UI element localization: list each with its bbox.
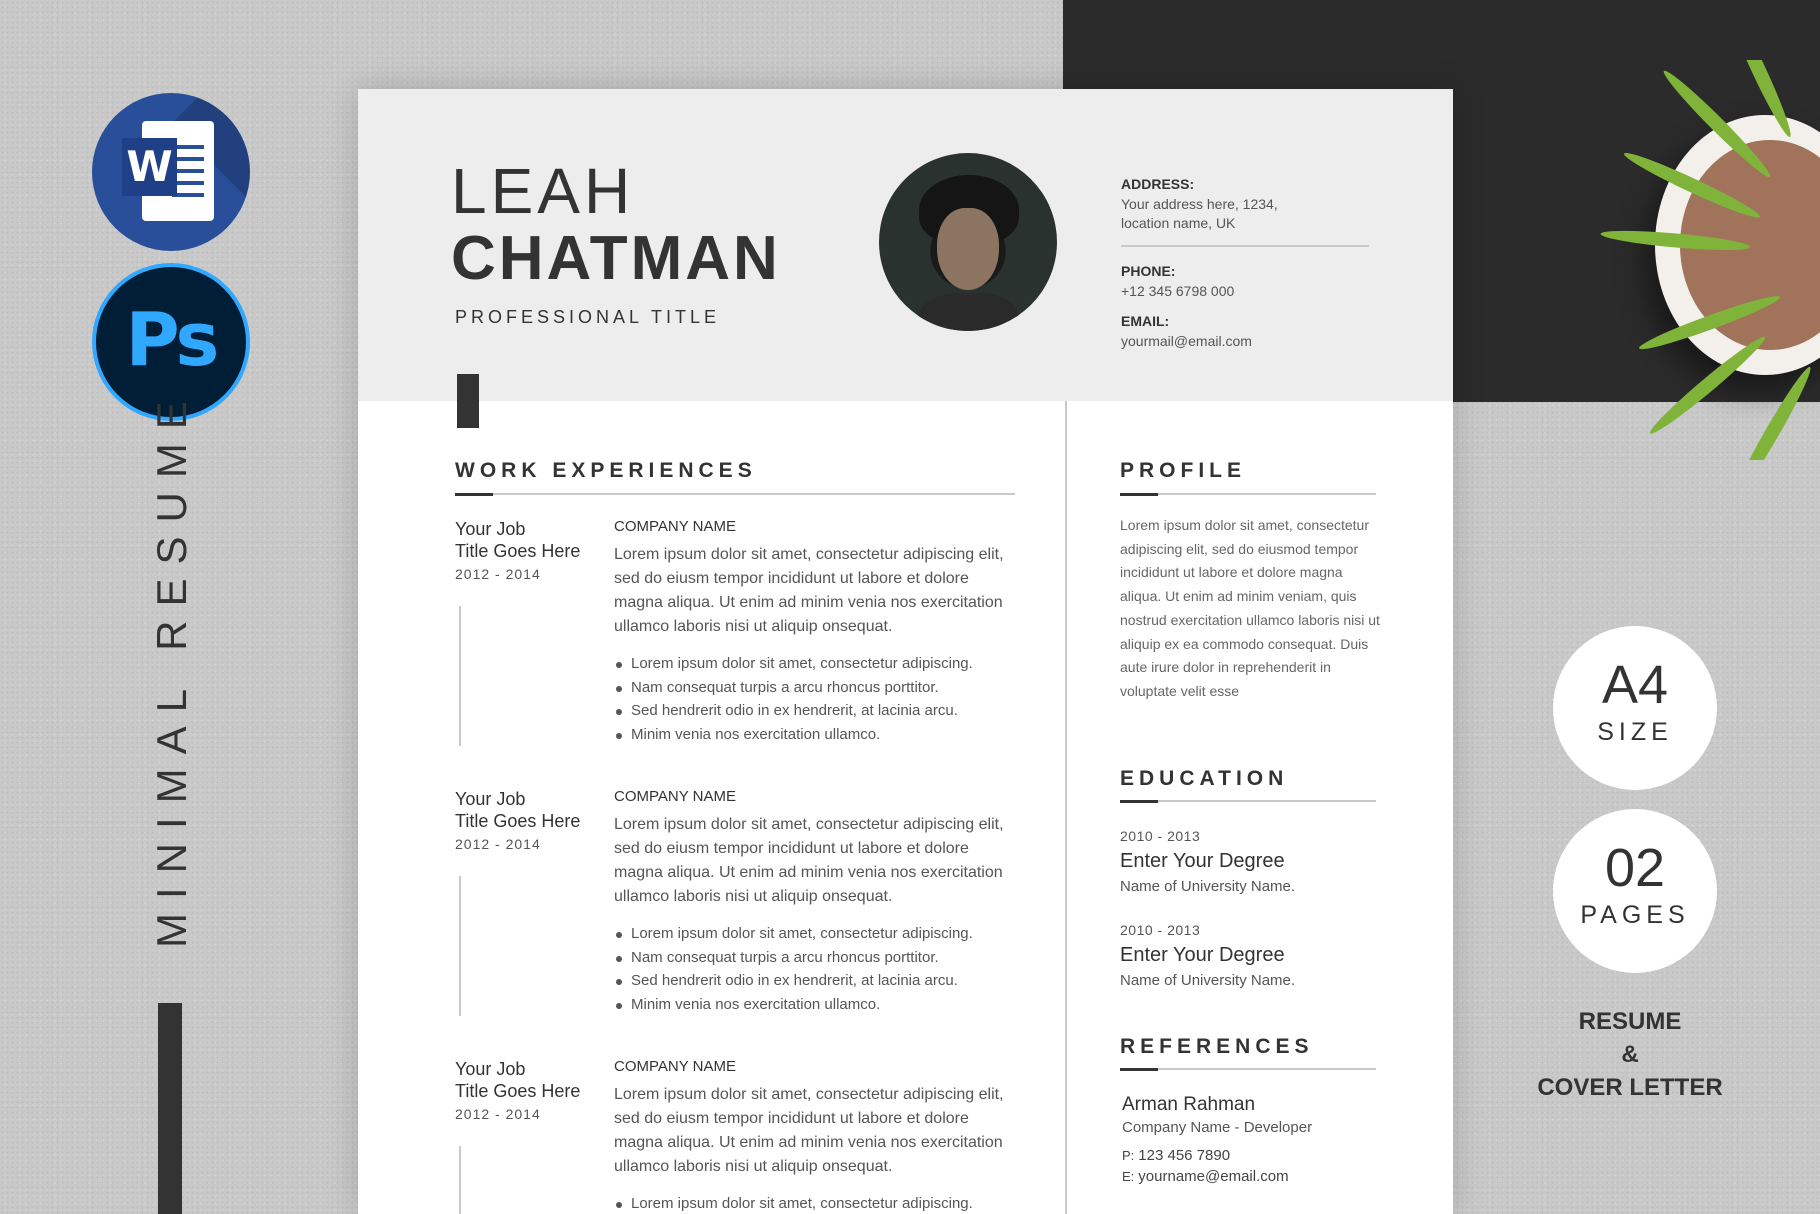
job-bullet: Nam consequat turpis a arcu rhoncus porttitor.: [614, 676, 1014, 700]
profile-section-rule: [1120, 493, 1376, 495]
tagline-line2: &: [1621, 1041, 1639, 1068]
education-section-rule: [1120, 800, 1376, 802]
job-title-line1: Your Job: [455, 789, 526, 809]
job-title: [455, 788, 605, 832]
word-icon: [92, 93, 250, 251]
education-section-heading: EDUCATION: [1120, 767, 1289, 790]
education-school: Name of University Name.: [1120, 878, 1296, 895]
job-bullet: Minim venia nos exercitation ullamco.: [614, 723, 1014, 747]
education-degree: Enter Your Degree: [1120, 944, 1285, 966]
plant-decoration: [1600, 60, 1820, 460]
job-timeline-line: [459, 1146, 461, 1214]
tagline: [1530, 1005, 1730, 1104]
phone-label: PHONE:: [1121, 263, 1176, 279]
photoshop-icon: Ps: [92, 263, 250, 421]
reference-name: Arman Rahman: [1122, 1094, 1256, 1115]
address-line1: Your address here, 1234,: [1121, 196, 1278, 212]
education-school: Name of University Name.: [1120, 972, 1296, 989]
size-badge-value: A4: [1601, 655, 1669, 715]
job-title-line1: Your Job: [455, 1059, 526, 1079]
address-label: ADDRESS:: [1121, 176, 1195, 192]
phone-value: +12 345 6798 000: [1121, 283, 1235, 299]
size-badge: [1553, 626, 1717, 790]
company-name: COMPANY NAME: [614, 518, 736, 535]
job-timeline-line: [459, 876, 461, 1016]
job-bullets: [614, 652, 1014, 746]
first-name: LEAH: [451, 155, 635, 227]
reference-phone-value: 123 456 7890: [1138, 1147, 1231, 1164]
reference-phone-key: P:: [1122, 1148, 1135, 1163]
job-description: Lorem ipsum dolor sit amet, consectetur adipiscing elit, sed do eiusm tempor incididunt ut labore et dolore magna aliqua. Ut enim ad minim venia nos exercitation ullamco laboris nisi ut aliquip onsequat.: [614, 546, 1004, 635]
reference-email: [1122, 1168, 1382, 1185]
education-degree: Enter Your Degree: [1120, 850, 1285, 872]
last-name: CHATMAN: [451, 224, 781, 293]
job-title: [455, 518, 605, 562]
education-entry-2: [1120, 922, 1380, 989]
job-description: Lorem ipsum dolor sit amet, consectetur adipiscing elit, sed do eiusm tempor incididunt ut labore et dolore magna aliqua. Ut enim ad minim venia nos exercitation ullamco laboris nisi ut aliquip onsequat.: [614, 816, 1004, 905]
resume-sheet: [358, 89, 1453, 1214]
education-dates: 2010 - 2013: [1120, 828, 1201, 844]
job-bullet: Lorem ipsum dolor sit amet, consectetur adipiscing.: [614, 922, 1014, 946]
reference-phone: [1122, 1147, 1382, 1164]
contact-divider: [1121, 245, 1369, 247]
job-bullet: Minim venia nos exercitation ullamco.: [614, 993, 1014, 1017]
side-title: MINIMAL RESUME: [148, 387, 195, 948]
profile-text: Lorem ipsum dolor sit amet, consectetur adipiscing elit, sed do eiusmod tempor incididunt ut labore et dolore magna aliqua. Ut enim ad minim veniam, quis nostrud exercitation ullamco laboris nisi ut aliquip ex ea commodo consequat. Duis aute irure dolor in reprehenderit in voluptate velit esse: [1120, 517, 1380, 699]
side-accent-bar: [158, 1003, 182, 1214]
profile-photo: [879, 153, 1057, 331]
reference-email-value: yourname@email.com: [1138, 1168, 1289, 1185]
tagline-line3: COVER LETTER: [1537, 1074, 1723, 1101]
job-title: [455, 1058, 605, 1102]
education-entry-1: [1120, 828, 1380, 895]
email-value: yourmail@email.com: [1121, 333, 1252, 349]
work-section-rule: [455, 493, 1015, 495]
email-label: EMAIL:: [1121, 313, 1170, 329]
job-bullets: [614, 922, 1014, 1016]
job-bullet: Lorem ipsum dolor sit amet, consectetur adipiscing.: [614, 652, 1014, 676]
job-title-line1: Your Job: [455, 519, 526, 539]
word-icon-letter: W: [122, 138, 177, 196]
references-section-rule: [1120, 1068, 1376, 1070]
job-bullet: Sed hendrerit odio in ex hendrerit, at lacinia arcu.: [614, 969, 1014, 993]
company-name: COMPANY NAME: [614, 788, 736, 805]
job-title-line2: Title Goes Here: [455, 1081, 581, 1101]
address-line2: location name, UK: [1121, 215, 1236, 231]
reference-role: Company Name - Developer: [1122, 1119, 1313, 1136]
pages-badge: [1553, 809, 1717, 973]
professional-title: PROFESSIONAL TITLE: [455, 307, 721, 327]
job-timeline-line: [459, 606, 461, 746]
job-title-line2: Title Goes Here: [455, 811, 581, 831]
pages-badge-label: PAGES: [1580, 901, 1690, 929]
job-dates: 2012 - 2014: [455, 1106, 541, 1122]
tagline-line1: RESUME: [1578, 1008, 1682, 1035]
job-bullet: Lorem ipsum dolor sit amet, consectetur adipiscing.: [614, 1192, 1014, 1214]
profile-section-heading: PROFILE: [1120, 459, 1247, 482]
references-section-heading: REFERENCES: [1120, 1035, 1314, 1058]
job-bullet: Nam consequat turpis a arcu rhoncus porttitor.: [614, 946, 1014, 970]
job-bullet: Sed hendrerit odio in ex hendrerit, at lacinia arcu.: [614, 699, 1014, 723]
education-dates: 2010 - 2013: [1120, 922, 1201, 938]
contact-block: [1121, 176, 1371, 351]
header-accent-bar: [457, 374, 479, 428]
job-description: Lorem ipsum dolor sit amet, consectetur adipiscing elit, sed do eiusm tempor incididunt ut labore et dolore magna aliqua. Ut enim ad minim venia nos exercitation ullamco laboris nisi ut aliquip onsequat.: [614, 1086, 1004, 1175]
reference-entry: [1122, 1094, 1382, 1185]
size-badge-label: SIZE: [1597, 718, 1673, 746]
column-divider: [1065, 401, 1067, 1214]
company-name: COMPANY NAME: [614, 1058, 736, 1075]
job-dates: 2012 - 2014: [455, 566, 541, 582]
pages-badge-value: 02: [1604, 838, 1666, 898]
job-title-line2: Title Goes Here: [455, 541, 581, 561]
work-section-heading: WORK EXPERIENCES: [455, 459, 757, 482]
job-dates: 2012 - 2014: [455, 836, 541, 852]
reference-email-key: E:: [1122, 1169, 1135, 1184]
job-bullets: [614, 1192, 1014, 1214]
